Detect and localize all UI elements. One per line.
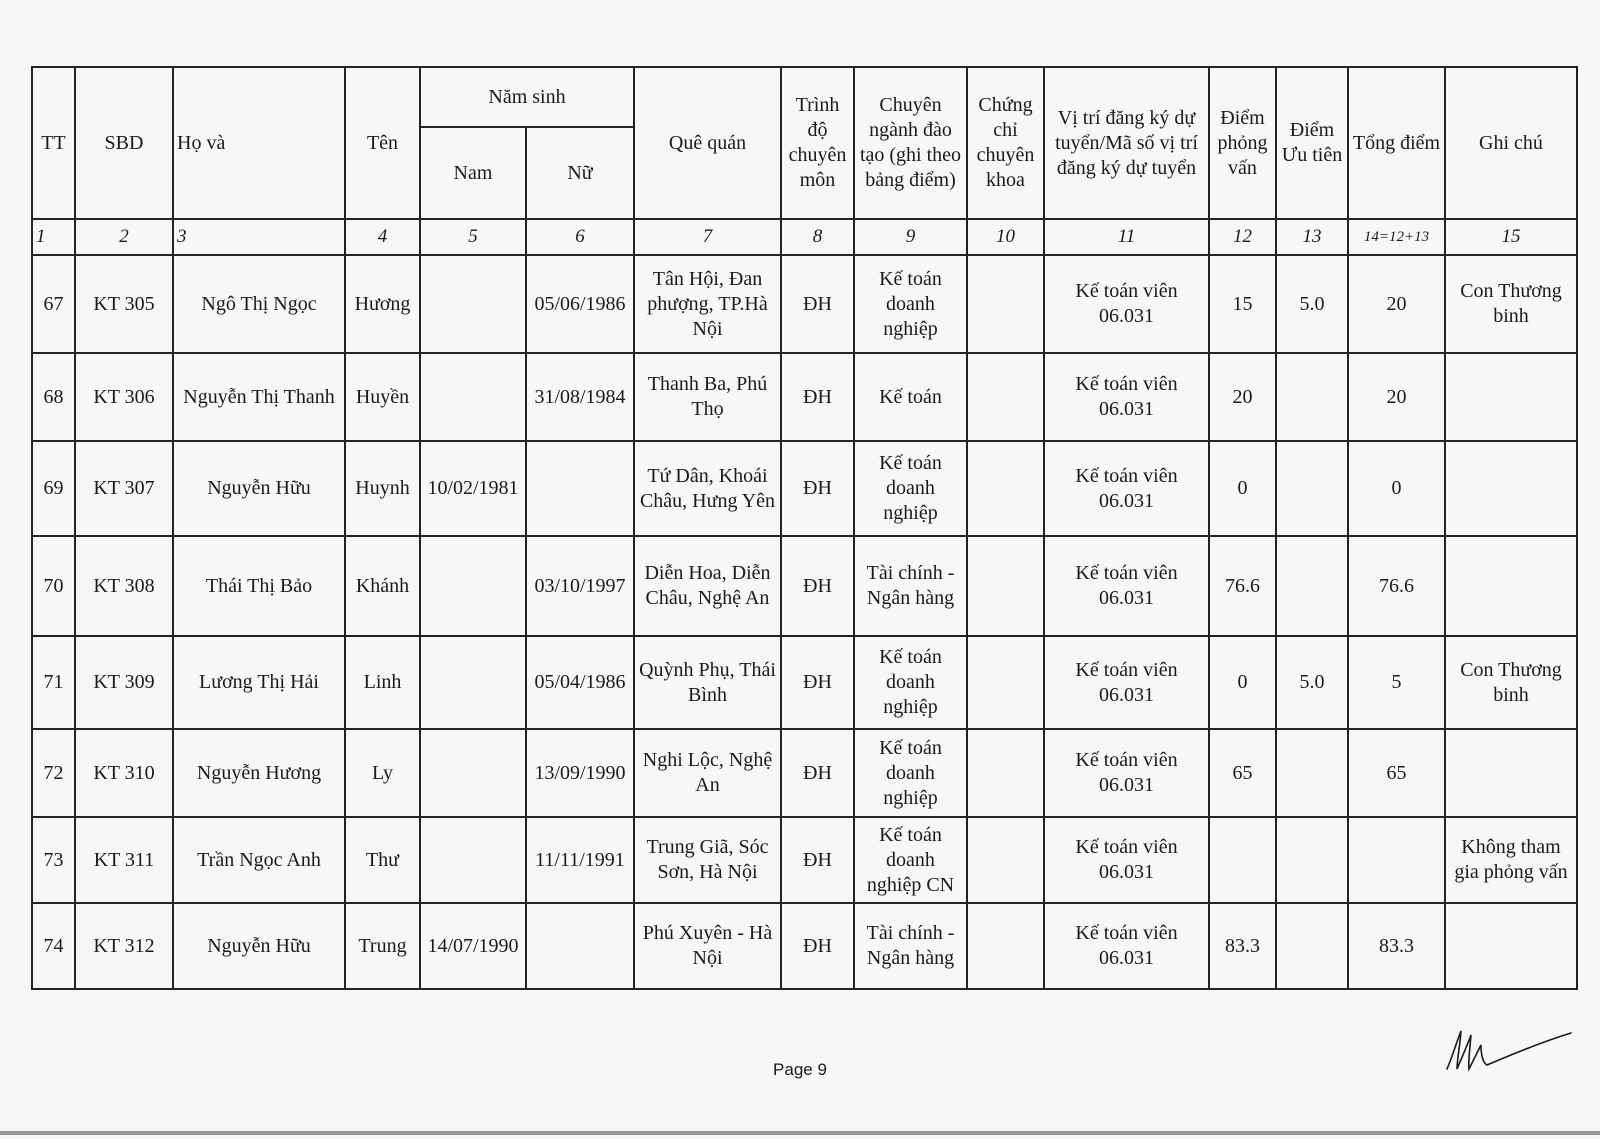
cell-nu: 05/06/1986	[526, 255, 634, 353]
signature-image	[1445, 1025, 1575, 1075]
cell-tong-diem: 76.6	[1348, 536, 1445, 636]
column-number-row	[32, 219, 1577, 255]
cell-que-quan: Phú Xuyên - Hà Nội	[634, 903, 781, 989]
cell-sbd: KT 310	[75, 729, 173, 817]
page-number: Page 9	[773, 1060, 827, 1079]
cell-sbd: KT 309	[75, 636, 173, 729]
header-trinh-do: Trình độ chuyên môn	[781, 67, 854, 219]
cell-nam	[420, 255, 526, 353]
cell-ghi-chu: Con Thương binh	[1445, 255, 1577, 353]
cell-nam: 10/02/1981	[420, 441, 526, 536]
col-number: 6	[526, 219, 634, 255]
cell-ghi-chu	[1445, 729, 1577, 817]
cell-ten: Ly	[345, 729, 420, 817]
cell-chung-chi	[967, 903, 1044, 989]
cell-chung-chi	[967, 636, 1044, 729]
cell-trinh-do: ĐH	[781, 353, 854, 441]
cell-diem-phong-van: 15	[1209, 255, 1276, 353]
cell-que-quan: Quỳnh Phụ, Thái Bình	[634, 636, 781, 729]
cell-chung-chi	[967, 255, 1044, 353]
cell-chuyen-nganh: Tài chính - Ngân hàng	[854, 903, 967, 989]
col-number: 12	[1209, 219, 1276, 255]
header-ho-va: Họ và	[173, 67, 345, 219]
cell-que-quan: Nghi Lộc, Nghệ An	[634, 729, 781, 817]
cell-diem-uu-tien	[1276, 536, 1348, 636]
cell-sbd: KT 311	[75, 817, 173, 903]
cell-tong-diem: 65	[1348, 729, 1445, 817]
cell-ghi-chu	[1445, 353, 1577, 441]
col-number: 2	[75, 219, 173, 255]
header-tong-diem: Tổng điểm	[1348, 67, 1445, 219]
cell-vi-tri: Kế toán viên 06.031	[1044, 441, 1209, 536]
cell-vi-tri: Kế toán viên 06.031	[1044, 536, 1209, 636]
header-nu: Nữ	[526, 127, 634, 219]
cell-chuyen-nganh: Kế toán doanh nghiệp	[854, 636, 967, 729]
cell-nu: 13/09/1990	[526, 729, 634, 817]
col-number: 11	[1044, 219, 1209, 255]
col-number: 3	[173, 219, 345, 255]
col-number: 7	[634, 219, 781, 255]
cell-vi-tri: Kế toán viên 06.031	[1044, 255, 1209, 353]
table-row	[32, 353, 1577, 441]
cell-chung-chi	[967, 817, 1044, 903]
cell-tt: 67	[32, 255, 75, 353]
cell-chuyen-nganh: Kế toán doanh nghiệp	[854, 441, 967, 536]
cell-ten: Khánh	[345, 536, 420, 636]
header-vi-tri: Vị trí đăng ký dự tuyển/Mã số vị trí đăng ký dự tuyển	[1044, 67, 1209, 219]
cell-ghi-chu: Không tham gia phỏng vấn	[1445, 817, 1577, 903]
table-row	[32, 255, 1577, 353]
cell-ho: Nguyễn Thị Thanh	[173, 353, 345, 441]
cell-diem-phong-van: 83.3	[1209, 903, 1276, 989]
header-diem-uu-tien: Điểm Ưu tiên	[1276, 67, 1348, 219]
cell-que-quan: Trung Giã, Sóc Sơn, Hà Nội	[634, 817, 781, 903]
cell-ho: Nguyễn Hương	[173, 729, 345, 817]
cell-vi-tri: Kế toán viên 06.031	[1044, 636, 1209, 729]
header-nam-sinh: Năm sinh	[420, 67, 634, 127]
col-number: 4	[345, 219, 420, 255]
cell-diem-phong-van: 20	[1209, 353, 1276, 441]
cell-chuyen-nganh: Kế toán doanh nghiệp CN	[854, 817, 967, 903]
table-row	[32, 729, 1577, 817]
cell-sbd: KT 307	[75, 441, 173, 536]
cell-tt: 73	[32, 817, 75, 903]
cell-nu	[526, 903, 634, 989]
cell-nam	[420, 636, 526, 729]
cell-tt: 70	[32, 536, 75, 636]
cell-vi-tri: Kế toán viên 06.031	[1044, 729, 1209, 817]
cell-ghi-chu	[1445, 536, 1577, 636]
cell-sbd: KT 308	[75, 536, 173, 636]
cell-tong-diem: 20	[1348, 255, 1445, 353]
cell-tt: 72	[32, 729, 75, 817]
cell-nu	[526, 441, 634, 536]
cell-diem-uu-tien	[1276, 817, 1348, 903]
cell-chuyen-nganh: Tài chính - Ngân hàng	[854, 536, 967, 636]
cell-trinh-do: ĐH	[781, 729, 854, 817]
header-tt: TT	[32, 67, 75, 219]
cell-tong-diem	[1348, 817, 1445, 903]
cell-diem-phong-van	[1209, 817, 1276, 903]
cell-tt: 74	[32, 903, 75, 989]
header-nam: Nam	[420, 127, 526, 219]
table-row	[32, 536, 1577, 636]
header-chung-chi: Chứng chỉ chuyên khoa	[967, 67, 1044, 219]
cell-que-quan: Tân Hội, Đan phượng, TP.Hà Nội	[634, 255, 781, 353]
cell-nu: 05/04/1986	[526, 636, 634, 729]
col-number: 9	[854, 219, 967, 255]
cell-ten: Hương	[345, 255, 420, 353]
cell-diem-phong-van: 76.6	[1209, 536, 1276, 636]
cell-diem-uu-tien	[1276, 441, 1348, 536]
cell-tt: 71	[32, 636, 75, 729]
cell-chung-chi	[967, 441, 1044, 536]
cell-chuyen-nganh: Kế toán doanh nghiệp	[854, 729, 967, 817]
header-row-1	[32, 67, 1577, 127]
cell-ho: Lương Thị Hải	[173, 636, 345, 729]
header-que-quan: Quê quán	[634, 67, 781, 219]
cell-ten: Linh	[345, 636, 420, 729]
cell-que-quan: Thanh Ba, Phú Thọ	[634, 353, 781, 441]
cell-diem-phong-van: 0	[1209, 636, 1276, 729]
table-row	[32, 441, 1577, 536]
cell-diem-uu-tien	[1276, 903, 1348, 989]
cell-trinh-do: ĐH	[781, 536, 854, 636]
cell-ghi-chu: Con Thương binh	[1445, 636, 1577, 729]
cell-trinh-do: ĐH	[781, 636, 854, 729]
cell-tong-diem: 83.3	[1348, 903, 1445, 989]
cell-nu: 03/10/1997	[526, 536, 634, 636]
cell-nu: 11/11/1991	[526, 817, 634, 903]
cell-chuyen-nganh: Kế toán doanh nghiệp	[854, 255, 967, 353]
cell-diem-phong-van: 65	[1209, 729, 1276, 817]
cell-chung-chi	[967, 353, 1044, 441]
cell-tt: 69	[32, 441, 75, 536]
col-number: 10	[967, 219, 1044, 255]
cell-sbd: KT 305	[75, 255, 173, 353]
cell-nam: 14/07/1990	[420, 903, 526, 989]
cell-nam	[420, 353, 526, 441]
cell-nam	[420, 817, 526, 903]
cell-chung-chi	[967, 729, 1044, 817]
table-row	[32, 903, 1577, 989]
cell-nam	[420, 729, 526, 817]
cell-ho: Ngô Thị Ngọc	[173, 255, 345, 353]
cell-que-quan: Tứ Dân, Khoái Châu, Hưng Yên	[634, 441, 781, 536]
col-number: 13	[1276, 219, 1348, 255]
cell-vi-tri: Kế toán viên 06.031	[1044, 817, 1209, 903]
cell-diem-phong-van: 0	[1209, 441, 1276, 536]
cell-ghi-chu	[1445, 441, 1577, 536]
col-number: 1	[32, 219, 75, 255]
candidate-table	[31, 66, 1578, 990]
col-number: 5	[420, 219, 526, 255]
cell-chung-chi	[967, 536, 1044, 636]
cell-diem-uu-tien	[1276, 729, 1348, 817]
cell-trinh-do: ĐH	[781, 903, 854, 989]
header-diem-phong-van: Điểm phỏng vấn	[1209, 67, 1276, 219]
cell-ten: Huynh	[345, 441, 420, 536]
cell-ho: Nguyễn Hữu	[173, 903, 345, 989]
cell-vi-tri: Kế toán viên 06.031	[1044, 353, 1209, 441]
cell-que-quan: Diễn Hoa, Diễn Châu, Nghệ An	[634, 536, 781, 636]
cell-trinh-do: ĐH	[781, 817, 854, 903]
cell-sbd: KT 306	[75, 353, 173, 441]
cell-ten: Trung	[345, 903, 420, 989]
cell-tt: 68	[32, 353, 75, 441]
cell-ten: Thư	[345, 817, 420, 903]
cell-diem-uu-tien: 5.0	[1276, 255, 1348, 353]
cell-nam	[420, 536, 526, 636]
cell-ho: Thái Thị Bảo	[173, 536, 345, 636]
cell-sbd: KT 312	[75, 903, 173, 989]
table-row	[32, 817, 1577, 903]
cell-nu: 31/08/1984	[526, 353, 634, 441]
cell-tong-diem: 5	[1348, 636, 1445, 729]
cell-vi-tri: Kế toán viên 06.031	[1044, 903, 1209, 989]
col-number: 15	[1445, 219, 1577, 255]
cell-trinh-do: ĐH	[781, 255, 854, 353]
header-ghi-chu: Ghi chú	[1445, 67, 1577, 219]
header-sbd: SBD	[75, 67, 173, 219]
cell-tong-diem: 0	[1348, 441, 1445, 536]
col-number: 8	[781, 219, 854, 255]
col-number: 14=12+13	[1348, 219, 1445, 255]
cell-tong-diem: 20	[1348, 353, 1445, 441]
table-row	[32, 636, 1577, 729]
cell-ho: Trần Ngọc Anh	[173, 817, 345, 903]
cell-ten: Huyền	[345, 353, 420, 441]
cell-ho: Nguyễn Hữu	[173, 441, 345, 536]
page-edge-divider	[0, 1131, 1600, 1135]
header-ten: Tên	[345, 67, 420, 219]
cell-diem-uu-tien	[1276, 353, 1348, 441]
cell-diem-uu-tien: 5.0	[1276, 636, 1348, 729]
cell-chuyen-nganh: Kế toán	[854, 353, 967, 441]
cell-ghi-chu	[1445, 903, 1577, 989]
header-chuyen-nganh: Chuyên ngành đào tạo (ghi theo bảng điểm)	[854, 67, 967, 219]
cell-trinh-do: ĐH	[781, 441, 854, 536]
